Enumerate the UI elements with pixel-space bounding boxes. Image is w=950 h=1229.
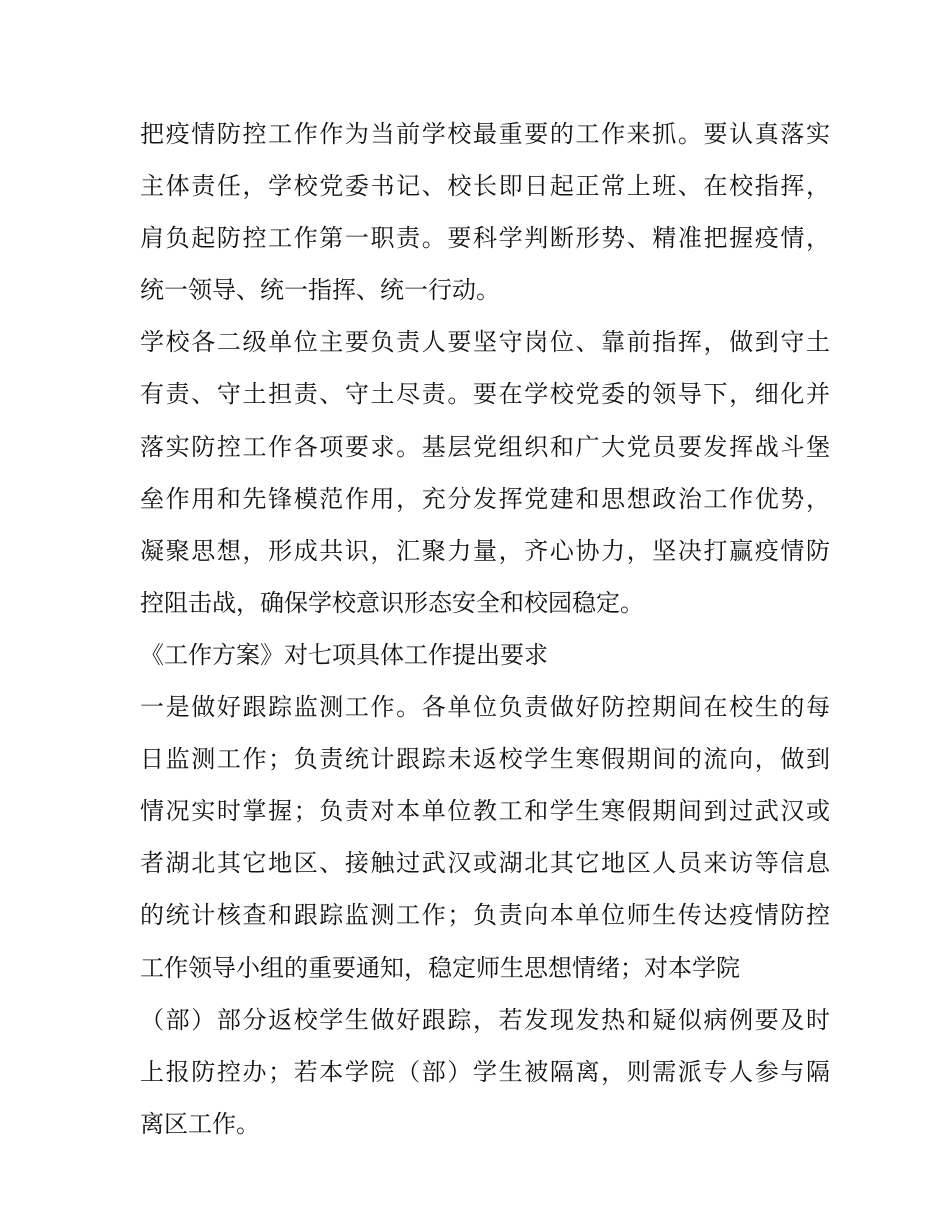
text-line: 主体责任，学校党委书记、校长即日起正常上班、在校指挥， <box>140 172 830 201</box>
text-line: （部）部分返校学生做好跟踪，若发现发热和疑似病例要及时 <box>140 1005 830 1034</box>
text-line: 一是做好跟踪监测工作。各单位负责做好防控期间在校生的每 <box>140 693 830 722</box>
text-line: 控阻击战，确保学校意识形态安全和校园稳定。 <box>140 588 644 617</box>
text-line: 的统计核查和跟踪监测工作；负责向本单位师生传达疫情防控 <box>140 901 830 930</box>
text-line: 情况实时掌握；负责对本单位教工和学生寒假期间到过武汉或 <box>140 797 830 826</box>
paragraph-3 <box>140 681 830 1150</box>
text-line: 有责、守土担责、守土尽责。要在学校党委的领导下，细化并 <box>140 380 830 409</box>
text-line: 落实防控工作各项要求。基层党组织和广大党员要发挥战斗堡 <box>140 432 830 461</box>
text-line: 工作领导小组的重要通知，稳定师生思想情绪；对本学院 <box>140 953 740 982</box>
text-line: 者湖北其它地区、接触过武汉或湖北其它地区人员来访等信息 <box>140 849 830 878</box>
paragraph-2 <box>140 316 830 629</box>
text-line: 上报防控办；若本学院（部）学生被隔离，则需派专人参与隔 <box>140 1057 830 1086</box>
text-line: 凝聚思想，形成共识，汇聚力量，齐心协力，坚决打赢疫情防 <box>140 536 830 565</box>
text-line: 日监测工作；负责统计跟踪未返校学生寒假期间的流向，做到 <box>140 745 830 774</box>
text-line: 统一领导、统一指挥、统一行动。 <box>140 276 500 305</box>
text-line: 离区工作。 <box>140 1109 260 1138</box>
text-line: 垒作用和先锋模范作用，充分发挥党建和思想政治工作优势， <box>140 484 830 513</box>
text-line: 肩负起防控工作第一职责。要科学判断形势、精准把握疫情， <box>140 224 830 253</box>
text-line: 把疫情防控工作作为当前学校最重要的工作来抓。要认真落实 <box>140 120 830 148</box>
section-heading <box>140 629 830 681</box>
heading-line: 《工作方案》对七项具体工作提出要求 <box>140 640 548 669</box>
paragraph-1 <box>140 108 830 316</box>
text-line: 学校各二级单位主要负责人要坚守岗位、靠前指挥，做到守土 <box>140 328 830 357</box>
document-body <box>140 108 830 1150</box>
